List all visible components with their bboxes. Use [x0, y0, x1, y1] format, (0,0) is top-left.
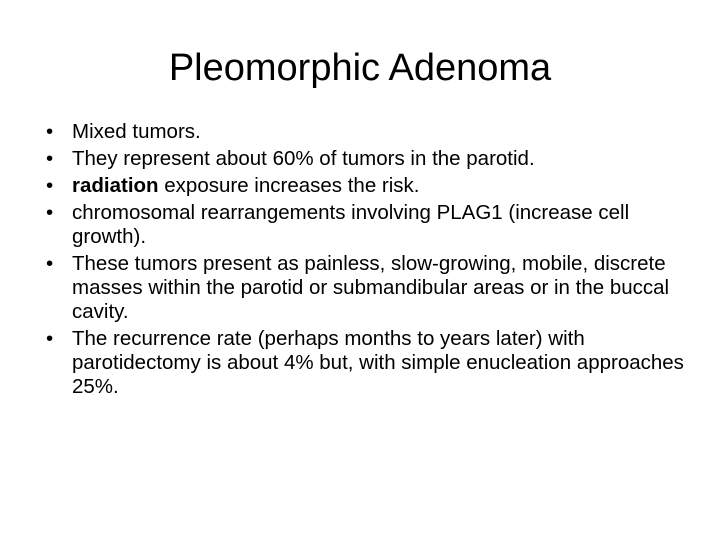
bullet-item: [46, 327, 686, 399]
bullet-dot-icon: •: [46, 120, 54, 143]
bullet-list: [46, 120, 686, 402]
bullet-dot-icon: •: [46, 252, 54, 275]
bullet-text: These tumors present as painless, slow-growing, mobile, discrete masses within the parotid or submandibular areas or in the buccal cavity.: [72, 252, 670, 323]
bullet-dot-icon: •: [46, 327, 54, 350]
bullet-text: Mixed tumors.: [72, 120, 201, 143]
bullet-item: [46, 120, 686, 144]
bullet-text: The recurrence rate (perhaps months to years later) with parotidectomy is about 4% but, with simple enucleation approaches 25%.: [72, 327, 684, 398]
bullet-dot-icon: •: [46, 201, 54, 224]
bullet-text: They represent about 60% of tumors in the parotid.: [72, 147, 535, 170]
bullet-dot-icon: •: [46, 174, 54, 197]
bullet-bold-term: radiation: [72, 174, 159, 197]
bullet-item: [46, 201, 686, 249]
bullet-item: [46, 174, 686, 198]
slide-title: Pleomorphic Adenoma: [168, 47, 552, 89]
bullet-text: exposure increases the risk.: [158, 174, 420, 197]
bullet-item: [46, 147, 686, 171]
bullet-text: chromosomal rearrangements involving PLAG1 (increase cell growth).: [72, 201, 630, 248]
bullet-item: [46, 252, 686, 324]
bullet-dot-icon: •: [46, 147, 54, 170]
